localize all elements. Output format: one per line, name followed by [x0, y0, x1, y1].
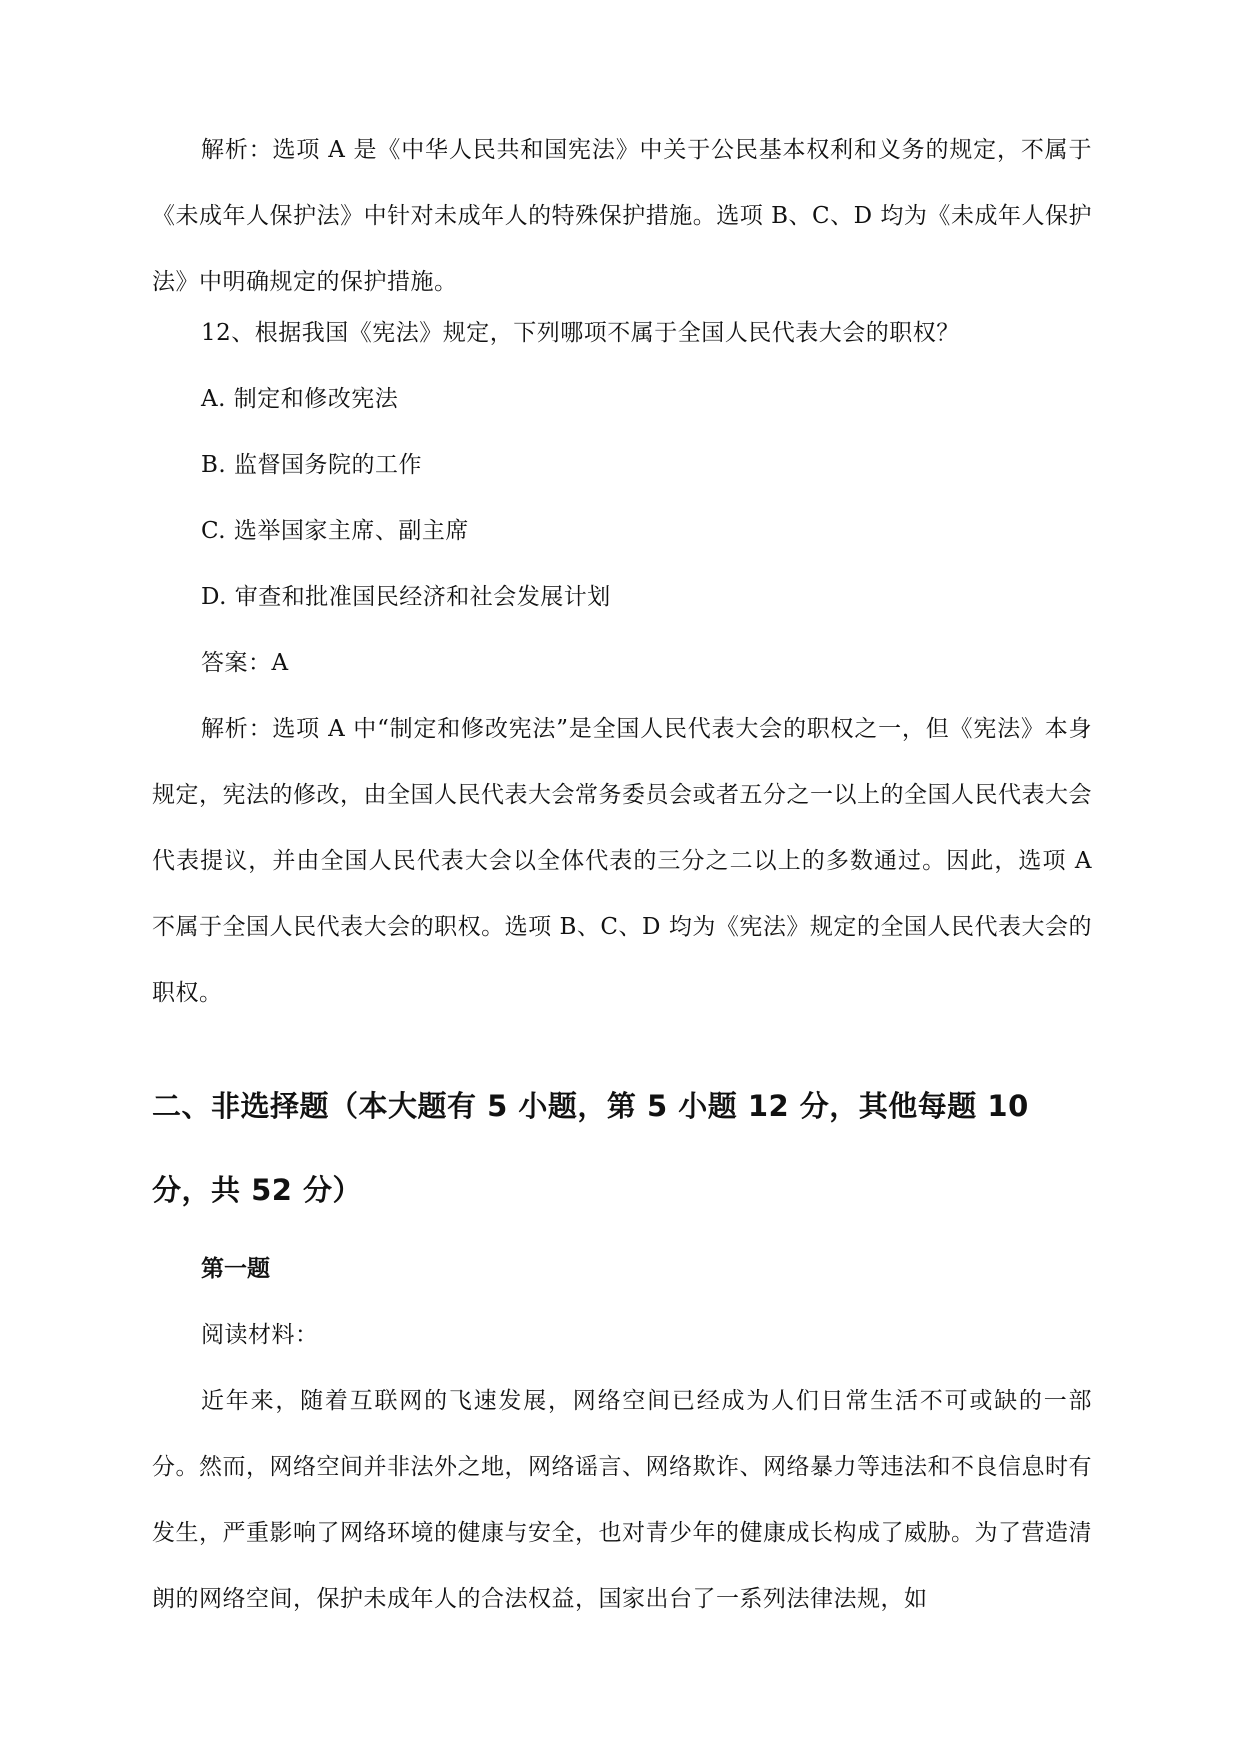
- section2-lead: 阅读材料：: [201, 1322, 319, 1348]
- q12-answer: 答案：A: [201, 650, 289, 676]
- q12-option-a: A. 制定和修改宪法: [201, 386, 399, 412]
- q11-analysis: 解析：选项 A 是《中华人民共和国宪法》中关于公民基本权利和义务的规定，不属于《未成年人保护法》中针对未成年人的特殊保护措施。选项 B、C、D 均为《未成年人保护法》中明确规定的保护措施。: [152, 137, 1092, 295]
- section2: [152, 1064, 1092, 1632]
- section2-heading: 二、非选择题（本大题有 5 小题，第 5 小题 12 分，其他每题 10 分，共 52 分）: [152, 1089, 1029, 1207]
- q12-option-d: D. 审查和批准国民经济和社会发展计划: [201, 584, 611, 610]
- q12-option-b: B. 监督国务院的工作: [201, 452, 423, 478]
- section2-sub-heading: 第一题: [201, 1256, 270, 1282]
- q12-option-c: C. 选举国家主席、副主席: [201, 518, 469, 544]
- q12-analysis: 解析：选项 A 中“制定和修改宪法”是全国人民代表大会的职权之一，但《宪法》本身规定，宪法的修改，由全国人民代表大会常务委员会或者五分之一以上的全国人民代表大会代表提议，并由全国人民代表大会以全体代表的三分之二以上的多数通过。因此，选项 A 不属于全国人民代表大会的职权。选项 B、C、D 均为《宪法》规定的全国人民代表大会的职权。: [152, 716, 1092, 1006]
- q12-section: [152, 300, 1092, 1026]
- q11-section: [152, 117, 1092, 315]
- q12-question: 12、根据我国《宪法》规定，下列哪项不属于全国人民代表大会的职权？: [201, 320, 960, 346]
- section2-material: 近年来，随着互联网的飞速发展，网络空间已经成为人们日常生活不可或缺的一部分。然而，网络空间并非法外之地，网络谣言、网络欺诈、网络暴力等违法和不良信息时有发生，严重影响了网络环境的健康与安全，也对青少年的健康成长构成了威胁。为了营造清朗的网络空间，保护未成年人的合法权益，国家出台了一系列法律法规，如: [152, 1388, 1092, 1612]
